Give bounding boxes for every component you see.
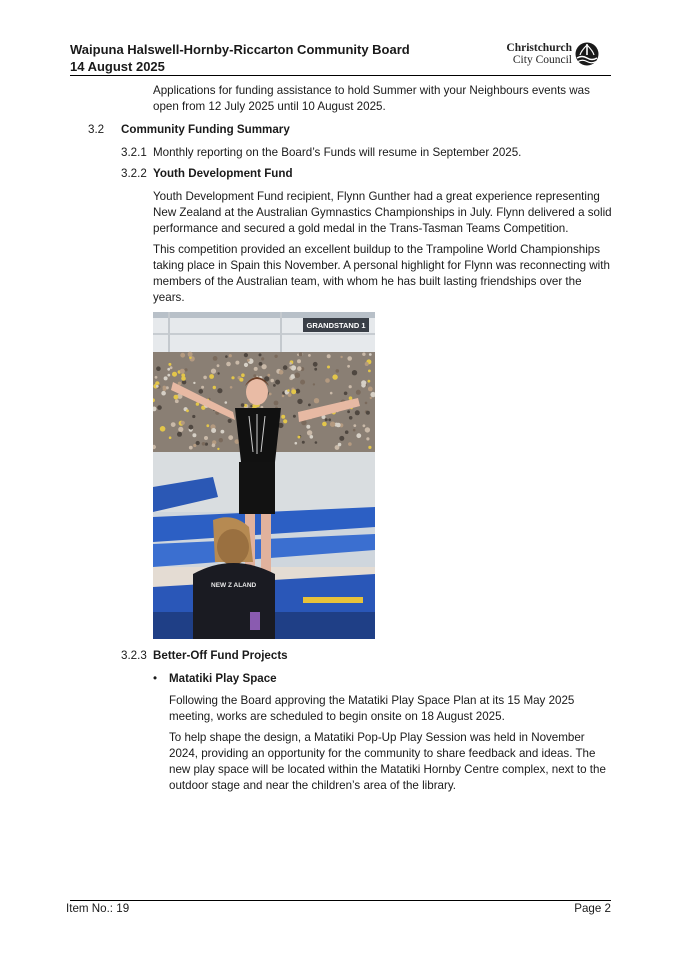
crowd-dot	[244, 404, 247, 407]
crowd-dot	[293, 415, 296, 418]
crowd-dot	[184, 368, 187, 371]
crowd-dot	[344, 392, 348, 396]
crowd-dot	[353, 429, 356, 432]
crowd-dot	[283, 365, 288, 370]
crowd-dot	[353, 424, 356, 427]
crowd-dot	[199, 389, 204, 394]
crowd-dot	[366, 411, 370, 415]
crowd-dot	[250, 405, 252, 407]
crowd-dot	[226, 362, 231, 367]
crowd-dot	[313, 362, 318, 367]
crowd-dot	[336, 423, 341, 428]
crowd-dot	[169, 436, 172, 439]
crowd-dot	[308, 354, 311, 357]
crowd-dot	[229, 354, 232, 357]
crowd-dot	[178, 427, 183, 432]
crowd-dot	[267, 374, 270, 377]
item-3-2-2-number: 3.2.2	[121, 167, 147, 180]
matatiki-paragraph-2: To help shape the design, a Matatiki Pop-Up Play Session was held in November 2024, providing an opportunity for the community to share feedback and ideas. The new play space will be located within the Matatiki Hornby Centre complex, next to the outdoor stage and near the children’s area of the library.	[169, 731, 606, 792]
gymnast-photo-illustration	[153, 312, 375, 639]
crowd-dot	[161, 391, 166, 396]
logo-line-1: Christchurch	[506, 42, 572, 54]
youth-fund-paragraph-1: Youth Development Fund recipient, Flynn Gunther had a great experience representing New Zealand at the Australian Gymnastics Championships in July. Flynn delivered a solid performance and secured a gold medal in the Trans-Tasman Teams Competition.	[153, 190, 612, 235]
crowd-dot	[370, 397, 372, 399]
crowd-dot	[181, 376, 186, 381]
crowd-dot	[315, 441, 318, 444]
crowd-dot	[177, 432, 182, 437]
crowd-dot	[254, 367, 258, 371]
crowd-dot	[244, 363, 248, 367]
crowd-dot	[231, 376, 234, 379]
crowd-dot	[212, 443, 216, 447]
crowd-dot	[163, 386, 167, 390]
crowd-dot	[297, 359, 301, 363]
crowd-dot	[228, 419, 232, 423]
crowd-dot	[211, 369, 216, 374]
gymnast-photo	[153, 312, 375, 639]
crowd-dot	[347, 356, 352, 361]
crowd-dot	[217, 388, 222, 393]
crowd-dot	[349, 385, 352, 388]
item-3-2-3-title: Better-Off Fund Projects	[153, 649, 288, 662]
crowd-dot	[181, 421, 185, 425]
crowd-dot	[349, 416, 353, 420]
crowd-dot	[339, 436, 344, 441]
crowd-dot	[156, 366, 161, 371]
crowd-dot	[259, 362, 263, 366]
crowd-dot	[193, 444, 196, 447]
crowd-dot	[171, 422, 176, 427]
crowd-dot	[168, 363, 171, 366]
crowd-dot	[253, 374, 256, 377]
crowd-dot	[289, 362, 292, 365]
crowd-dot	[361, 383, 366, 388]
crowd-dot	[206, 424, 209, 427]
crowd-dot	[365, 362, 369, 366]
crowd-dot	[201, 386, 204, 389]
crowd-dot	[314, 398, 319, 403]
board-name: Waipuna Halswell-Hornby-Riccarton Community Board	[70, 42, 410, 57]
crowd-dot	[356, 433, 361, 438]
crowd-dot	[313, 383, 315, 385]
crowd-dot	[363, 424, 366, 427]
crowd-dot	[368, 446, 371, 449]
coach-jacket-text: NEW Z ALAND	[211, 582, 257, 589]
crowd-dot	[297, 399, 302, 404]
grandstand-sign-text: GRANDSTAND 1	[306, 321, 366, 330]
crowd-dot	[273, 384, 276, 387]
crowd-dot	[221, 430, 225, 434]
crowd-dot	[327, 366, 330, 369]
crowd-dot	[275, 380, 280, 385]
crowd-dot	[330, 392, 333, 395]
crowd-dot	[156, 385, 159, 388]
crowd-dot	[283, 419, 287, 423]
crowd-dot	[270, 379, 274, 383]
crowd-dot	[235, 361, 239, 365]
matatiki-play-space-title: Matatiki Play Space	[169, 672, 277, 685]
crowd-dot	[368, 370, 371, 373]
crowd-dot	[369, 353, 372, 356]
crowd-dot	[281, 415, 285, 419]
crowd-dot	[189, 425, 194, 430]
crowd-dot	[325, 378, 330, 383]
crowd-dot	[295, 442, 298, 445]
crowd-dot	[239, 378, 243, 382]
crowd-dot	[225, 401, 228, 404]
crowd-dot	[164, 376, 168, 380]
crowd-dot	[160, 426, 166, 432]
crowd-dot	[172, 372, 177, 377]
crowd-dot	[332, 374, 337, 379]
crowd-dot	[244, 353, 248, 357]
crowd-dot	[345, 430, 349, 434]
crowd-dot	[330, 422, 335, 427]
logo-line-2: City Council	[512, 54, 572, 66]
crowd-dot	[365, 427, 370, 432]
crowd-dot	[347, 410, 350, 413]
crowd-dot	[325, 418, 328, 421]
youth-fund-paragraph-2: This competition provided an excellent buildup to the Trampoline World Championships taking place in Spain this November. A personal highlight for Flynn was reconnecting with members of the Australian team, with whom he has built lasting friendships over the years.	[153, 243, 610, 304]
crowd-dot	[155, 376, 158, 379]
crowd-dot	[170, 366, 173, 369]
crowd-dot	[368, 380, 371, 383]
item-number: Item No.: 19	[66, 902, 130, 915]
crowd-dot	[366, 437, 369, 440]
intro-paragraph: Applications for funding assistance to hold Summer with your Neighbours events was open from 12 July 2025 until 10 August 2025.	[153, 84, 590, 113]
crowd-dot	[247, 359, 250, 362]
crowd-dot	[365, 402, 368, 405]
crowd-dot	[290, 374, 295, 379]
crowd-dot	[308, 404, 311, 407]
crowd-dot	[289, 366, 291, 368]
header-rule	[70, 75, 611, 76]
crowd-dot	[336, 369, 340, 373]
crowd-dot	[217, 364, 220, 367]
crowd-dot	[362, 353, 365, 356]
crowd-dot	[355, 410, 360, 415]
crowd-dot	[287, 389, 290, 392]
crowd-dot	[279, 370, 284, 375]
meeting-date: 14 August 2025	[70, 59, 165, 74]
crowd-dot	[180, 353, 185, 358]
crowd-dot	[322, 422, 327, 427]
crowd-dot	[203, 376, 207, 380]
item-3-2-2-title: Youth Development Fund	[153, 167, 293, 180]
crowd-dot	[188, 352, 193, 357]
crowd-dot	[186, 409, 189, 412]
crowd-dot	[288, 393, 292, 397]
crowd-dot	[175, 399, 179, 403]
crowd-dot	[299, 352, 303, 356]
crowd-dot	[327, 354, 331, 358]
crowd-dot	[228, 435, 233, 440]
crowd-dot	[310, 435, 314, 439]
council-logo	[498, 42, 600, 68]
section-3-2-title: Community Funding Summary	[121, 123, 290, 136]
crowd-dot	[352, 370, 357, 375]
crowd-dot	[302, 441, 305, 444]
crowd-dot	[157, 405, 162, 410]
crowd-dot	[300, 380, 305, 385]
crowd-dot	[291, 389, 296, 394]
header-title-block	[70, 41, 410, 75]
crowd-dot	[225, 355, 228, 358]
crowd-dot	[348, 442, 352, 446]
crowd-dot	[217, 448, 219, 450]
crowd-dot	[192, 433, 196, 437]
bullet-marker: •	[153, 672, 158, 685]
crowd-dot	[241, 373, 245, 377]
crowd-dot	[269, 393, 272, 396]
council-emblem-icon	[575, 42, 599, 68]
crowd-dot	[368, 387, 373, 392]
crowd-dot	[205, 443, 208, 446]
crowd-dot	[241, 403, 245, 407]
crowd-dot	[307, 430, 312, 435]
crowd-dot	[274, 401, 279, 406]
page-number: Page 2	[574, 902, 611, 915]
crowd-dot	[219, 438, 223, 442]
item-3-2-1-number: 3.2.1	[121, 146, 147, 159]
crowd-dot	[314, 368, 317, 371]
crowd-dot	[196, 441, 200, 445]
crowd-dot	[262, 364, 267, 369]
crowd-dot	[180, 369, 185, 374]
crowd-dot	[192, 415, 195, 418]
crowd-dot	[298, 436, 301, 439]
crowd-dot	[295, 372, 301, 378]
crowd-dot	[213, 386, 216, 389]
crowd-dot	[209, 374, 214, 379]
footer-rule	[70, 900, 611, 901]
crowd-dot	[306, 425, 310, 429]
crowd-dot	[297, 366, 302, 371]
crowd-dot	[213, 356, 218, 361]
crowd-dot	[274, 355, 277, 358]
crowd-dot	[211, 428, 216, 433]
crowd-dot	[167, 368, 170, 371]
crowd-dot	[328, 418, 331, 421]
matatiki-paragraph-1: Following the Board approving the Matatiki Play Space Plan at its 15 May 2025 meeting, works are scheduled to begin onsite on 18 August 2025.	[169, 694, 575, 723]
crowd-dot	[340, 356, 342, 358]
crowd-dot	[230, 386, 233, 389]
crowd-dot	[259, 353, 262, 356]
crowd-dot	[282, 395, 285, 398]
crowd-dot	[202, 442, 206, 446]
crowd-dot	[167, 374, 170, 377]
crowd-dot	[204, 436, 208, 440]
crowd-dot	[217, 372, 219, 374]
crowd-dot	[356, 390, 361, 395]
section-3-2-number: 3.2	[88, 123, 105, 136]
crowd-dot	[261, 357, 264, 360]
crowd-dot	[347, 365, 350, 368]
item-3-2-1-text: Monthly reporting on the Board’s Funds will resume in September 2025.	[153, 146, 522, 159]
crowd-dot	[189, 446, 193, 450]
item-3-2-3-number: 3.2.3	[121, 649, 147, 662]
crowd-dot	[174, 395, 179, 400]
crowd-dot	[338, 443, 342, 447]
crowd-dot	[193, 382, 195, 384]
